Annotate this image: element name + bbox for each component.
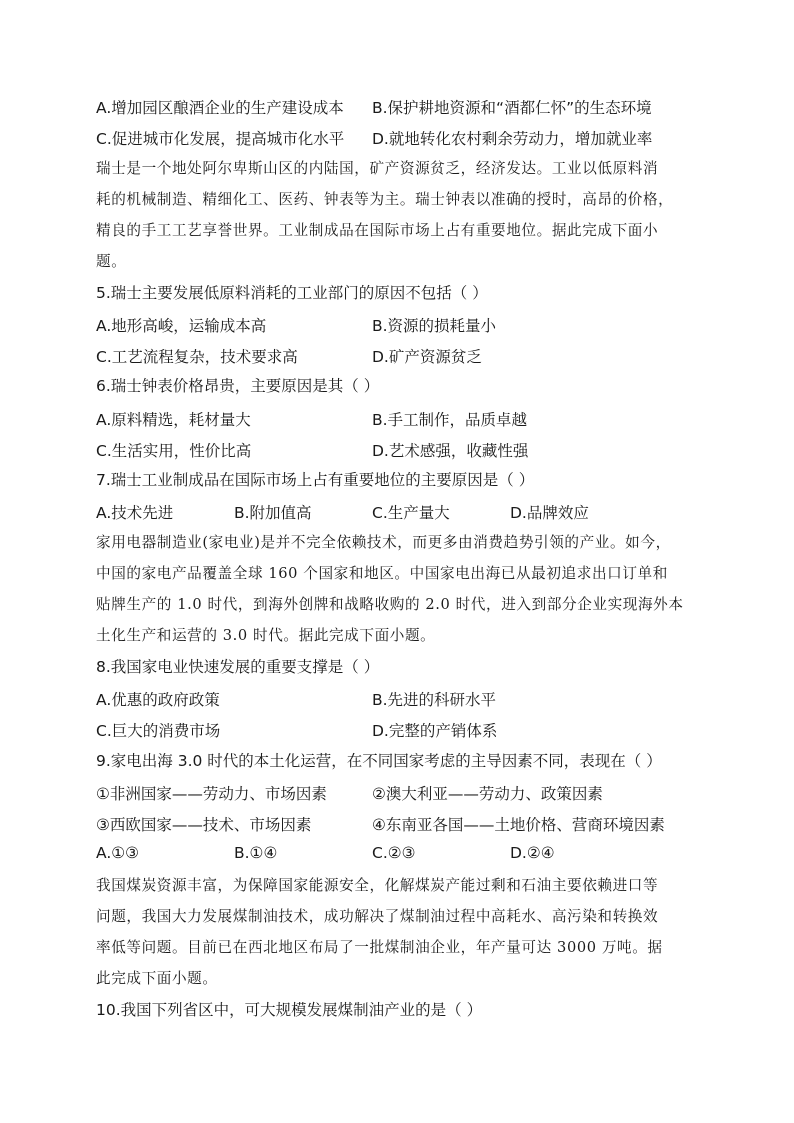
- q7-option-d: D.品牌效应: [510, 504, 589, 522]
- q8-option-a: A.优惠的政府政策: [96, 691, 220, 709]
- passage-line: 家用电器制造业(家电业)是并不完全依赖技术，而更多由消费趋势引领的产业。如今，: [96, 534, 671, 551]
- q9-option-a: A.①③: [96, 844, 140, 862]
- passage-line: 题。: [96, 253, 127, 270]
- question-8-stem: 8.我国家电业快速发展的重要支撑是（ ）: [96, 658, 380, 676]
- q5-option-a: A.地形高峻，运输成本高: [96, 317, 267, 335]
- passage-line: 精良的手工工艺享誉世界。工业制成品在国际市场上占有重要地位。据此完成下面小: [96, 222, 659, 239]
- q4-option-c: C.促进城市化发展，提高城市化水平: [96, 130, 345, 148]
- q8-option-b: B.先进的科研水平: [372, 691, 497, 709]
- q8-option-d: D.完整的产销体系: [372, 722, 498, 740]
- q9-option-d: D.②④: [510, 844, 555, 862]
- passage-line: 瑞士是一个地处阿尔卑斯山区的内陆国，矿产资源贫乏，经济发达。工业以低原料消: [96, 160, 659, 177]
- passage-line: 我国煤炭资源丰富，为保障国家能源安全，化解煤炭产能过剩和石油主要依赖进口等: [96, 877, 659, 894]
- question-6-stem: 6.瑞士钟表价格昂贵，主要原因是其（ ）: [96, 377, 380, 395]
- q9-statement-1: ①非洲国家——劳动力、市场因素: [96, 785, 327, 803]
- question-7-stem: 7.瑞士工业制成品在国际市场上占有重要地位的主要原因是（ ）: [96, 471, 535, 489]
- passage-line: 此完成下面小题。: [96, 970, 218, 987]
- q4-option-b: B.保护耕地资源和“酒都仁怀”的生态环境: [372, 99, 652, 117]
- q7-option-a: A.技术先进: [96, 504, 174, 522]
- q9-option-b: B.①④: [234, 844, 278, 862]
- question-10-stem: 10.我国下列省区中，可大规模发展煤制油产业的是（ ）: [96, 1001, 483, 1019]
- q6-option-b: B.手工制作，品质卓越: [372, 411, 528, 429]
- question-9-stem: 9.家电出海 3.0 时代的本土化运营，在不同国家考虑的主导因素不同，表现在（ ）: [96, 752, 662, 770]
- passage-line: 问题，我国大力发展煤制油技术，成功解决了煤制油过程中高耗水、高污染和转换效: [96, 908, 659, 925]
- question-5-stem: 5.瑞士主要发展低原料消耗的工业部门的原因不包括（ ）: [96, 284, 488, 302]
- q9-statement-2: ②澳大利亚——劳动力、政策因素: [372, 785, 603, 803]
- q4-option-a: A.增加园区酿酒企业的生产建设成本: [96, 99, 344, 117]
- passage-line: 土化生产和运营的 3.0 时代。据此完成下面小题。: [96, 627, 436, 644]
- q9-option-c: C.②③: [372, 844, 416, 862]
- q6-option-c: C.生活实用，性价比高: [96, 442, 252, 460]
- q6-option-d: D.艺术感强，收藏性强: [372, 442, 529, 460]
- q8-option-c: C.巨大的消费市场: [96, 722, 221, 740]
- q4-option-d: D.就地转化农村剩余劳动力，增加就业率: [372, 130, 653, 148]
- q5-option-b: B.资源的损耗量小: [372, 317, 497, 335]
- passage-line: 率低等问题。目前已在西北地区布局了一批煤制油企业，年产量可达 3000 万吨。据: [96, 939, 663, 956]
- q5-option-c: C.工艺流程复杂，技术要求高: [96, 348, 298, 366]
- passage-line: 中国的家电产品覆盖全球 160 个国家和地区。中国家电出海已从最初追求出口订单和: [96, 565, 668, 582]
- q7-option-c: C.生产量大: [372, 504, 450, 522]
- q5-option-d: D.矿产资源贫乏: [372, 348, 482, 366]
- passage-line: 贴牌生产的 1.0 时代，到海外创牌和战略收购的 2.0 时代，进入到部分企业实现海外本: [96, 596, 684, 613]
- q9-statement-3: ③西欧国家——技术、市场因素: [96, 816, 312, 834]
- q9-statement-4: ④东南亚各国——土地价格、营商环境因素: [372, 816, 665, 834]
- passage-line: 耗的机械制造、精细化工、医药、钟表等为主。瑞士钟表以准确的授时，高昂的价格，: [96, 191, 674, 208]
- q7-option-b: B.附加值高: [234, 504, 312, 522]
- q6-option-a: A.原料精选，耗材量大: [96, 411, 251, 429]
